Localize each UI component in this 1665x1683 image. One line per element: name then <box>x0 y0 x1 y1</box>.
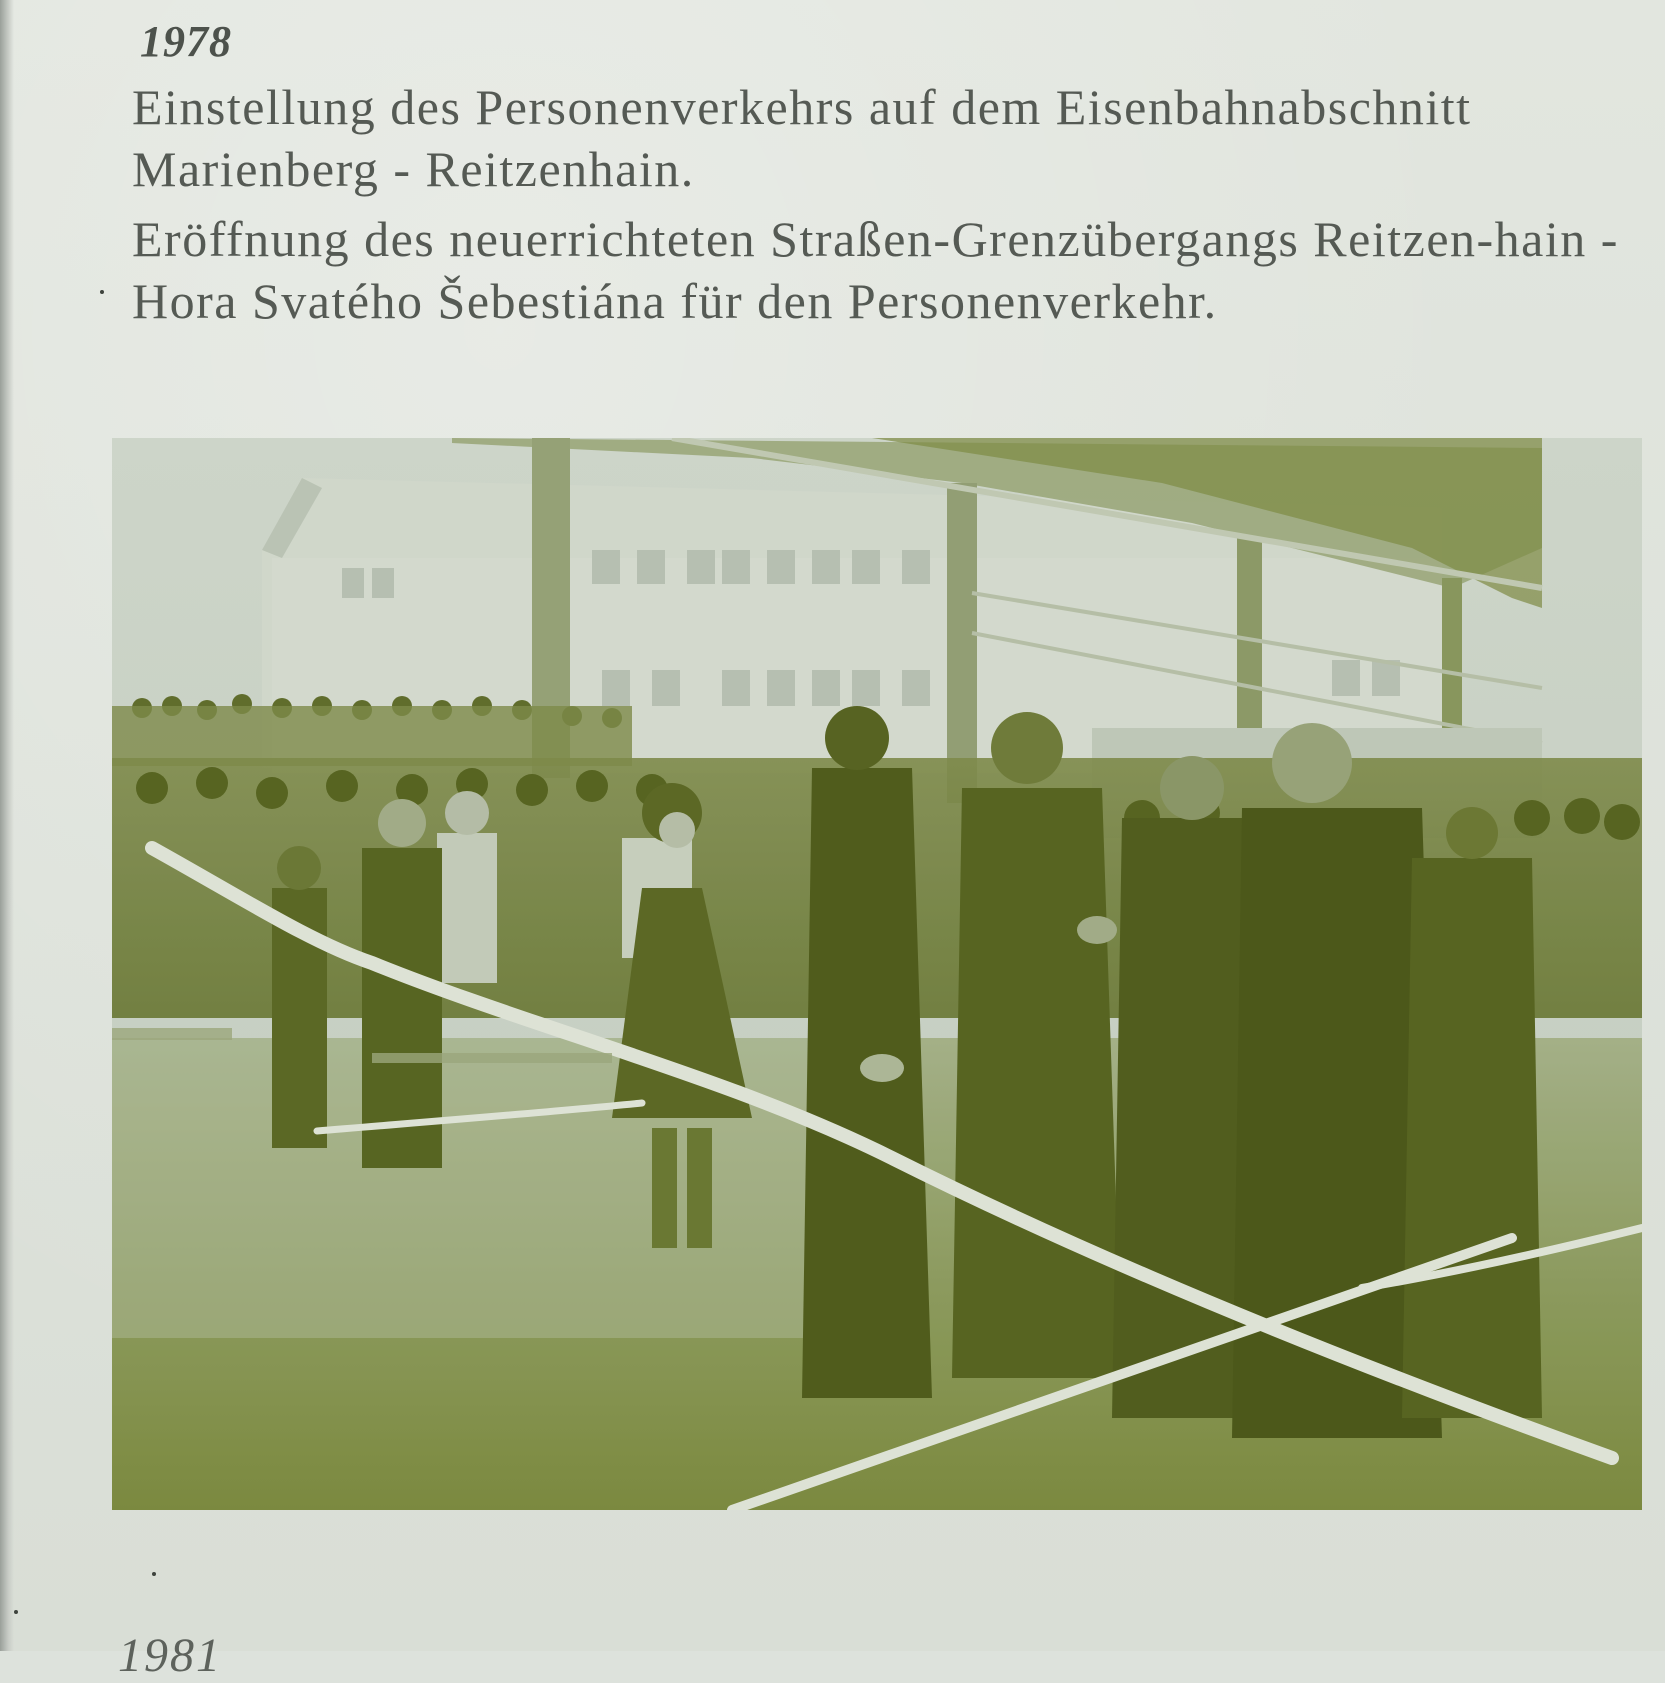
dust-speck <box>14 1610 18 1614</box>
paragraph-railway-closure: Einstellung des Personenverkehrs auf dem Eisenbahnabschnitt Marienberg - Reitzenhain. <box>132 79 1472 197</box>
year-heading: 1978 <box>140 17 232 66</box>
dust-speck <box>152 1572 156 1576</box>
caption-text <box>132 76 1632 332</box>
paragraph-border-crossing-opening: Eröffnung des neuerrichteten Straßen-Grenzübergangs Reitzen-hain - Hora Svatého Šebestiána für den Personenverkehr. <box>132 211 1619 329</box>
ceremony-photo <box>112 438 1642 1510</box>
dust-speck <box>100 290 104 294</box>
next-year-heading-partial: 1981 <box>118 1629 222 1682</box>
ceremony-photo-illustration <box>112 438 1642 1510</box>
page-binding-edge <box>0 0 14 1651</box>
